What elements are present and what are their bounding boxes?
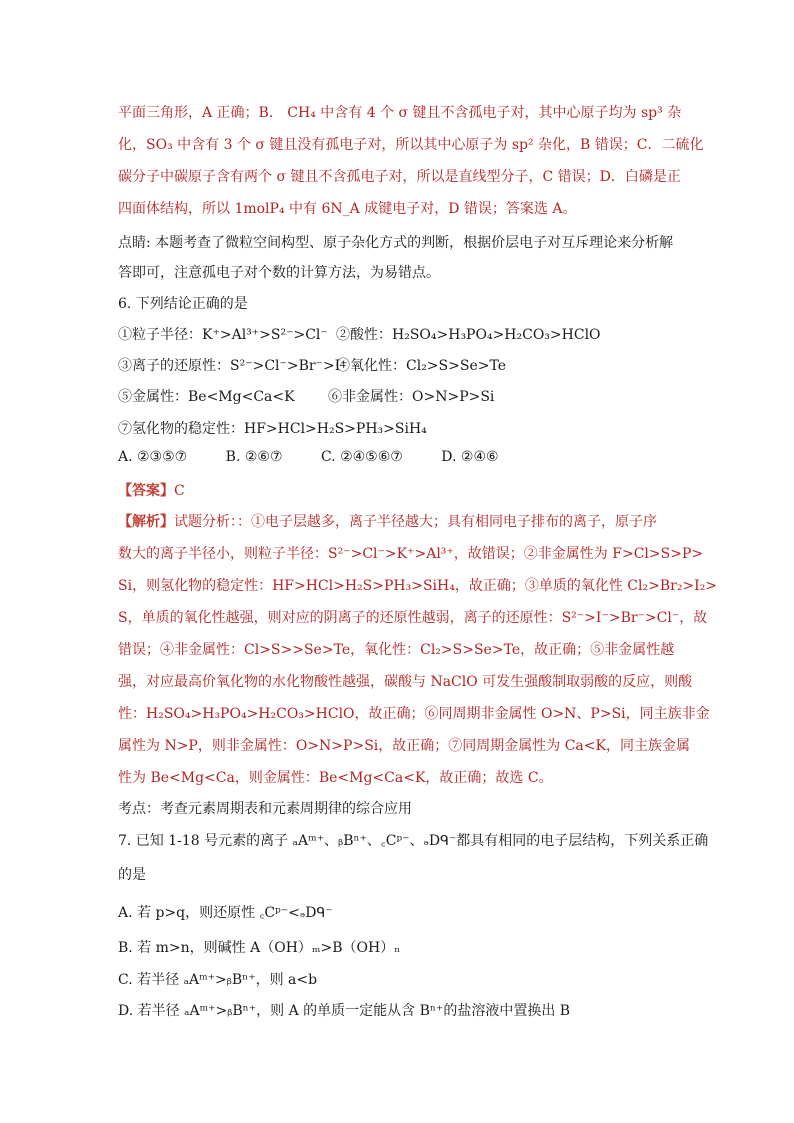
q6-analysis-line-6: 强，对应最高价氧化物的水化物酸性越强，碳酸与 NaClO 可发生强酸制取弱酸的反应，则酸	[118, 674, 693, 690]
q7-option-b: B. 若 m>n，则碱性 A（OH）ₘ>B（OH）ₙ	[118, 940, 401, 956]
q7-option-d: D. 若半径 ₐAᵐ⁺>ᵦBⁿ⁺，则 A 的单质一定能从含 Bⁿ⁺的盐溶液中置换出 B	[118, 1003, 571, 1019]
q6-item-3: ③离子的还原性：S²⁻>Cl⁻>Br⁻>I⁻	[118, 358, 348, 374]
q6-kaodian: 考点：考查元素周期表和元素周期律的综合应用	[118, 801, 412, 817]
q7-stem-line-2: 的是	[118, 867, 146, 883]
q6-item-1: ①粒子半径：K⁺>Al³⁺>S²⁻>Cl⁻	[118, 327, 328, 343]
q6-stem: 6. 下列结论正确的是	[118, 296, 248, 312]
q6-item-2: ②酸性：H₂SO₄>H₃PO₄>H₂CO₃>HClO	[336, 327, 601, 343]
q6-option-d: D. ②④⑥	[441, 449, 499, 465]
q6-analysis-line-1	[118, 511, 657, 531]
q6-analysis-line-5: 错误；④非金属性：Cl>S>>Se>Te，氧化性：Cl₂>S>Se>Te，故正确；⑤非金属性越	[118, 642, 675, 658]
q6-analysis-line-9: 性为 Be<Mg<Ca，则金属性：Be<Mg<Ca<K，故正确；故选 C。	[118, 770, 553, 786]
q6-option-a: A. ②③⑤⑦	[118, 449, 188, 465]
answer-value: C	[174, 483, 185, 499]
q6-item-5: ⑤金属性：Be<Mg<Ca<K	[118, 389, 295, 405]
q6-analysis-line-8: 属性为 N>P，则非金属性：O>N>P>Si，故正确；⑦同周期金属性为 Ca<K，同主族金属	[118, 738, 690, 754]
prev-explanation-line-1: 平面三角形，A 正确；B． CH₄ 中含有 4 个 σ 键且不含孤电子对，其中心原子均为 sp³ 杂	[118, 105, 682, 121]
prev-explanation-line-4: 四面体结构，所以 1molP₄ 中有 6N_A 成键电子对，D 错误；答案选 A。	[118, 201, 577, 217]
q7-option-c: C. 若半径 ₐAᵐ⁺>ᵦBⁿ⁺，则 a<b	[118, 972, 318, 988]
analysis-label: 【解析】	[118, 514, 174, 530]
q6-item-7: ⑦氢化物的稳定性：HF>HCl>H₂S>PH₃>SiH₄	[118, 421, 427, 437]
tip-line-2: 答即可，注意孤电子对个数的计算方法，为易错点。	[118, 265, 440, 281]
answer-label: 【答案】	[118, 483, 174, 499]
q6-analysis-line-3: Si，则氢化物的稳定性：HF>HCl>H₂S>PH₃>SiH₄，故正确；③单质的氧化性 Cl₂>Br₂>I₂>	[118, 578, 718, 594]
q6-options	[118, 449, 533, 465]
prev-explanation-line-3: 碳分子中碳原子含有两个 σ 键且不含孤电子对，所以是直线型分子，C 错误；D．白磷是正	[118, 169, 681, 185]
q6-option-b: B. ②⑥⑦	[225, 449, 283, 465]
analysis-text-1: 试题分析：：①电子层越多，离子半径越大；具有相同电子排布的离子，原子序	[174, 514, 657, 530]
q6-item-6: ⑥非金属性：O>N>P>Si	[328, 389, 495, 405]
q7-option-a: A. 若 p>q，则还原性 ꜀Cᵖ⁻<ₔDᑫ⁻	[118, 905, 333, 921]
q6-analysis-line-7: 性：H₂SO₄>H₃PO₄>H₂CO₃>HClO，故正确；⑥同周期非金属性 O>N、P>Si，同主族非金	[118, 706, 710, 722]
q6-answer	[118, 480, 185, 500]
q6-item-4: ④氧化性：Cl₂>S>Se>Te	[336, 358, 506, 374]
q6-analysis-line-4: S，单质的氧化性越强，则对应的阴离子的还原性越弱，离子的还原性：S²⁻>I⁻>Br⁻>Cl⁻，故	[118, 610, 708, 626]
q7-stem-line-1: 7. 已知 1-18 号元素的离子 ₐAᵐ⁺、ᵦBⁿ⁺、꜀Cᵖ⁻、ₔDᑫ⁻都具有相同的电子层结构，下列关系正确	[118, 833, 709, 849]
q6-option-c: C. ②④⑤⑥⑦	[320, 449, 403, 465]
prev-explanation-line-2: 化，SO₃ 中含有 3 个 σ 键且没有孤电子对，所以其中心原子为 sp² 杂化，B 错误；C．二硫化	[118, 137, 704, 153]
tip-line-1: 点睛: 本题考查了微粒空间构型、原子杂化方式的判断，根据价层电子对互斥理论来分析解	[118, 235, 674, 251]
q6-analysis-line-2: 数大的离子半径小，则粒子半径：S²⁻>Cl⁻>K⁺>Al³⁺，故错误；②非金属性为 F>Cl>S>P>	[118, 546, 704, 562]
